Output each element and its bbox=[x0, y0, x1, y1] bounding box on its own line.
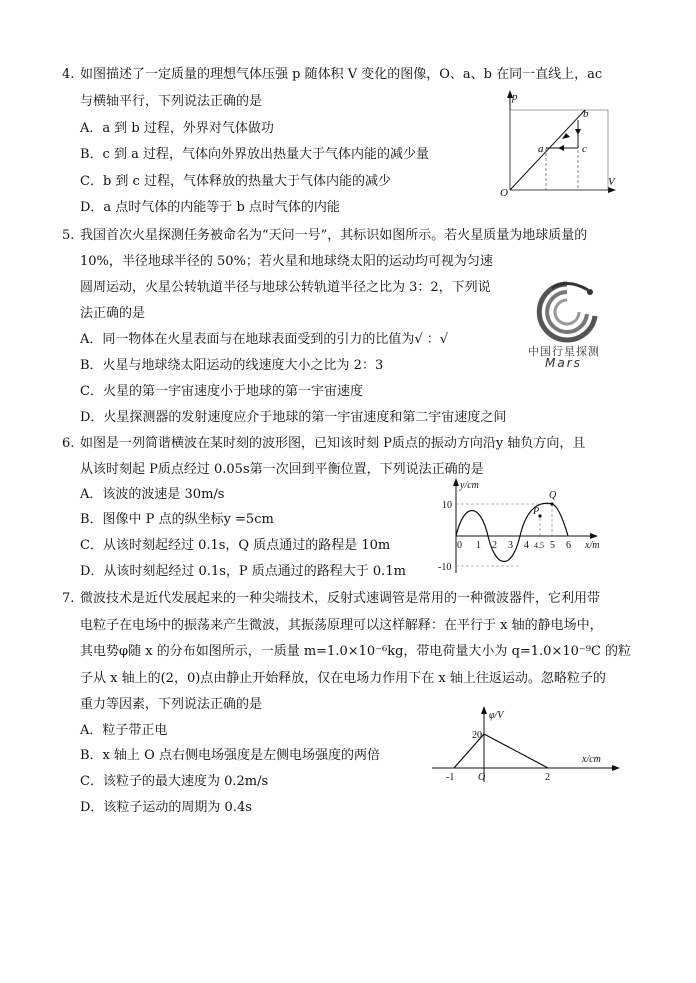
q6-p-label: P bbox=[533, 506, 540, 517]
q7-number: 7. bbox=[62, 591, 75, 606]
q7-option-d: D．该粒子运动的周期为 0.4s bbox=[80, 800, 252, 815]
q6-xtick-0: 0 bbox=[457, 540, 462, 551]
q6-xtick-3: 3 bbox=[508, 540, 513, 551]
q7-x-axis-label: x/cm bbox=[582, 754, 601, 765]
q6-x-axis-label: x/m bbox=[585, 540, 600, 551]
q7-stem-line1: 微波技术是近代发展起来的一种尖端技术，反射式速调管是常用的一种微波器件，它利用带 bbox=[80, 591, 601, 606]
q6-option-a: A．该波的波速是 30m/s bbox=[80, 487, 225, 502]
q4-option-d: D．a 点时气体的内能等于 b 点时气体的内能 bbox=[80, 200, 340, 215]
q5-stem-line1: 我国首次火星探测任务被命名为“天问一号”，其标识如图所示。若火星质量为地球质量的 bbox=[80, 228, 588, 243]
q7-origin-label: O bbox=[478, 772, 486, 783]
q6-y-axis-label: y/cm bbox=[460, 480, 479, 491]
q4-p-label: p bbox=[512, 91, 518, 103]
q5-stem-line2: 10%，半径地球半径的 50%；若火星和地球绕太阳的运动均可视为匀速 bbox=[80, 254, 493, 269]
q4-pv-diagram bbox=[500, 90, 620, 200]
q7-option-c: C．该粒子的最大速度为 0.2m/s bbox=[80, 774, 269, 789]
q6-stem-line2: 从该时刻起 P质点经过 0.05s第一次回到平衡位置，下列说法正确的是 bbox=[80, 462, 484, 477]
q5-option-b: B．火星与地球绕太阳运动的线速度大小之比为 2：3 bbox=[80, 358, 384, 373]
q6-option-c: C．从该时刻起经过 0.1s，Q 质点通过的路程是 10m bbox=[80, 538, 391, 553]
q4-number: 4. bbox=[62, 67, 75, 82]
q7-right-label: 2 bbox=[545, 772, 550, 783]
q4-stem-line1: 如图描述了一定质量的理想气体压强 p 随体积 V 变化的图像，O、a、b 在同一直线上，ac bbox=[80, 67, 603, 82]
q7-y-axis-label: φ/V bbox=[489, 710, 504, 721]
q6-option-d: D．从该时刻起经过 0.1s，P 质点通过的路程大于 0.1m bbox=[80, 564, 406, 579]
q6-xtick-1: 1 bbox=[476, 540, 481, 551]
q5-stem-line4: 法正确的是 bbox=[80, 306, 146, 321]
q4-c-label: c bbox=[582, 143, 587, 155]
logo-chinese-text: 中国行星探测 bbox=[528, 345, 600, 358]
q5-number: 5. bbox=[62, 228, 75, 243]
q6-stem-line1: 如图是一列简谐横波在某时刻的波形图，已知该时刻 P质点的振动方向沿y 轴负方向，且 bbox=[80, 436, 586, 451]
q7-stem-line3: 其电势φ随 x 的分布如图所示，一质量 m=1.0×10⁻⁶kg，带电荷量大小为 q=1.0×10⁻⁹C 的粒 bbox=[80, 644, 632, 659]
q4-v-label: V bbox=[608, 176, 615, 188]
q5-option-d: D．火星探测器的发射速度应介于地球的第一宇宙速度和第二宇宙速度之间 bbox=[80, 410, 507, 425]
q5-option-a: A．同一物体在火星表面与在地球表面受到的引力的比值为√ ：√ bbox=[80, 332, 449, 347]
q6-wave-graph bbox=[440, 478, 610, 578]
q6-ytick-10: 10 bbox=[442, 500, 452, 511]
q4-stem-line2: 与横轴平行，下列说法正确的是 bbox=[80, 94, 263, 109]
q7-stem-line5: 重力等因素，下列说法正确的是 bbox=[80, 697, 263, 712]
q7-left-label: -1 bbox=[446, 772, 455, 783]
logo-english-text: Mars bbox=[545, 356, 582, 370]
q6-number: 6. bbox=[62, 436, 75, 451]
q4-o-label: O bbox=[500, 187, 508, 199]
q6-option-b: B．图像中 P 点的纵坐标y =5cm bbox=[80, 512, 274, 527]
q7-peak-label: 20 bbox=[472, 730, 482, 741]
q7-stem-line2: 电粒子在电场中的振荡来产生微波，其振荡原理可以这样解释：在平行于 x 轴的静电场中， bbox=[80, 618, 603, 633]
q6-xtick-4: 4 bbox=[524, 540, 529, 551]
mars-mission-logo bbox=[532, 280, 602, 342]
q7-potential-graph bbox=[432, 706, 622, 786]
q7-option-b: B．x 轴上 O 点右侧电场强度是左侧电场强度的两倍 bbox=[80, 748, 380, 763]
q4-option-b: B．c 到 a 过程，气体向外界放出热量大于气体内能的减少量 bbox=[80, 147, 429, 162]
q4-option-c: C．b 到 c 过程，气体释放的热量大于气体内能的减少 bbox=[80, 174, 391, 189]
q7-stem-line4: 子从 x 轴上的(2，0)点由静止开始释放，仅在电场力作用下在 x 轴上往返运动。忽略粒子的 bbox=[80, 671, 606, 686]
q6-ytick-neg10: -10 bbox=[438, 562, 452, 573]
q4-b-label: b bbox=[583, 108, 589, 120]
q4-option-a: A．a 到 b 过程，外界对气体做功 bbox=[80, 121, 274, 136]
q6-xtick-4-5: 4.5 bbox=[534, 541, 544, 550]
q7-option-a: A．粒子带正电 bbox=[80, 723, 168, 738]
q4-a-label: a bbox=[538, 143, 544, 155]
q6-xtick-6: 6 bbox=[566, 540, 571, 551]
q6-xtick-2: 2 bbox=[492, 540, 497, 551]
q5-option-c: C．火星的第一宇宙速度小于地球的第一宇宙速度 bbox=[80, 384, 363, 399]
q6-q-label: Q bbox=[549, 490, 557, 501]
q5-stem-line3: 圆周运动，火星公转轨道半径与地球公转轨道半径之比为 3：2，下列说 bbox=[80, 280, 491, 295]
q6-xtick-5: 5 bbox=[550, 540, 555, 551]
